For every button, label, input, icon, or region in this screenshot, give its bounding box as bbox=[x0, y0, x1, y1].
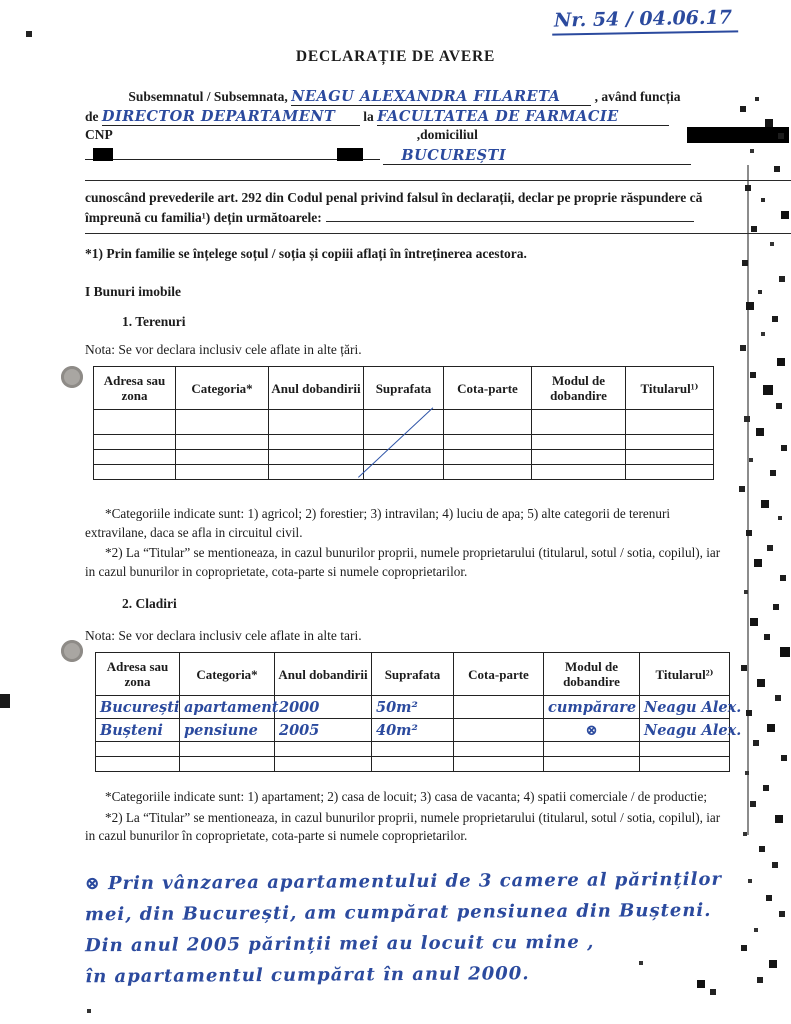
address-blank bbox=[85, 159, 380, 160]
avand-functia-label: , având funcția bbox=[594, 89, 681, 104]
table-cell bbox=[640, 757, 730, 772]
table-cell bbox=[364, 435, 444, 450]
terenuri-footnotes bbox=[85, 505, 733, 583]
table-cell bbox=[94, 465, 176, 480]
table-cell: 40m² bbox=[372, 719, 454, 742]
table-cell bbox=[454, 742, 544, 757]
table-row bbox=[94, 450, 714, 465]
table-cell bbox=[454, 696, 544, 719]
table-cell bbox=[96, 757, 180, 772]
de-label: de bbox=[85, 108, 99, 124]
table-cell bbox=[626, 410, 714, 435]
table-cell: Neagu Alex. bbox=[640, 719, 730, 742]
section-title-bunuri-imobile: I Bunuri imobile bbox=[85, 284, 182, 299]
table-row bbox=[96, 719, 730, 742]
subsemnatul-label: Subsemnatul / Subsemnata, bbox=[128, 89, 288, 104]
cnp-redaction-box bbox=[687, 127, 789, 143]
declarant-name-handwritten: NEAGU ALEXANDRA FILARETA bbox=[291, 88, 561, 105]
table-cell bbox=[94, 450, 176, 465]
column-header: Suprafata bbox=[364, 367, 444, 410]
blank-line bbox=[326, 209, 694, 222]
address-redaction-mark bbox=[337, 148, 363, 161]
footnote-categories-cladiri: *Categoriile indicate sunt: 1) apartament; 2) casa de locuit; 3) casa de vacanta; 4) spatii comerciale / de productie; bbox=[105, 789, 707, 804]
table-cell: Bușteni bbox=[96, 719, 180, 742]
handwritten-note-line: Din anul 2005 părinții mei au locuit cu mine , bbox=[85, 931, 595, 957]
table-cell bbox=[364, 450, 444, 465]
footnote-titular-terenuri: *2) La “Titular” se mentioneaza, in cazul bunurilor proprii, numele proprietarului (titularul, sotul / sotia, copilul), iar in cazul bunurilor in coproprietate, cota-parte si numele coproprietarilor. bbox=[85, 545, 721, 579]
handwritten-note-line: mei, din București, am cumpărat pensiunea din Bușteni. bbox=[84, 899, 712, 926]
intro-line-4 bbox=[85, 147, 757, 167]
cladiri-table bbox=[95, 652, 742, 772]
intro-block bbox=[85, 88, 757, 166]
column-header: Titularul¹⁾ bbox=[626, 367, 714, 410]
column-header: Categoria* bbox=[180, 653, 275, 696]
terenuri-header-row bbox=[94, 367, 714, 410]
table-cell bbox=[532, 465, 626, 480]
table-cell bbox=[444, 465, 532, 480]
handwritten-explanation-note bbox=[85, 864, 736, 993]
table-cell bbox=[532, 410, 626, 435]
la-label: la bbox=[363, 108, 374, 124]
column-header: Titularul²⁾ bbox=[640, 653, 730, 696]
handwritten-note-line: în apartamentul cumpărat în anul 2000. bbox=[85, 963, 530, 988]
terenuri-table bbox=[93, 366, 714, 480]
column-header: Modul de dobandire bbox=[532, 367, 626, 410]
table-cell bbox=[275, 757, 372, 772]
column-header: Modul de dobandire bbox=[544, 653, 640, 696]
workplace-handwritten: FACULTATEA DE FARMACIE bbox=[377, 107, 619, 125]
table-row bbox=[94, 410, 714, 435]
table-cell bbox=[176, 450, 269, 465]
table-cell bbox=[372, 742, 454, 757]
table-cell bbox=[454, 719, 544, 742]
intro-line-2 bbox=[85, 108, 757, 128]
table-row bbox=[96, 757, 730, 772]
table-cell: pensiune bbox=[180, 719, 275, 742]
table-cell bbox=[275, 742, 372, 757]
table-cell bbox=[180, 757, 275, 772]
table-cell bbox=[544, 742, 640, 757]
registration-number-handwritten: Nr. 54 / 04.06.17 bbox=[552, 6, 738, 35]
table-cell bbox=[269, 450, 364, 465]
table-cell: ⊗ bbox=[544, 719, 640, 742]
intro-line-3 bbox=[85, 127, 757, 147]
declaration-text: cunoscând prevederile art. 292 din Codul penal privind falsul în declarații, declar pe proprie răspundere că împreună cu familia¹) dețin următoarele: bbox=[85, 190, 703, 225]
table-cell: 2000 bbox=[275, 696, 372, 719]
table-cell bbox=[544, 757, 640, 772]
table-cell bbox=[94, 435, 176, 450]
note-cladiri: Nota: Se vor declara inclusiv cele aflate in alte tari. bbox=[85, 628, 362, 643]
table-cell bbox=[364, 410, 444, 435]
handwritten-note-line: ⊗ Prin vânzarea apartamentului de 3 camere al părinților bbox=[84, 868, 722, 895]
column-header: Suprafata bbox=[372, 653, 454, 696]
document-title: DECLARAȚIE DE AVERE bbox=[295, 48, 496, 65]
column-header: Categoria* bbox=[176, 367, 269, 410]
intro-line-1 bbox=[85, 88, 757, 108]
column-header: Cota-parte bbox=[454, 653, 544, 696]
table-cell bbox=[626, 465, 714, 480]
table-cell bbox=[532, 435, 626, 450]
table-cell bbox=[269, 465, 364, 480]
subsection-title-cladiri: 2. Cladiri bbox=[122, 596, 177, 611]
column-header: Anul dobandirii bbox=[275, 653, 372, 696]
footnote-titular-cladiri: *2) La “Titular” se mentioneaza, in cazul bunurilor proprii, numele proprietarului (titularul, sotul / sotia, copilul), iar in cazul bunurilor în coproprietate, cota-parte si numele coproprietarilor. bbox=[85, 809, 721, 843]
city-handwritten: BUCUREȘTI bbox=[401, 146, 507, 164]
footnote-categories-terenuri: *Categoriile indicate sunt: 1) agricol; 2) forestier; 3) intravilan; 4) luciu de apa; 5) alte categorii de terenuri extravilane, daca se afla in circuitul civil. bbox=[85, 506, 671, 540]
table-row bbox=[96, 742, 730, 757]
subsection-title-terenuri: 1. Terenuri bbox=[122, 314, 186, 329]
declaration-paragraph bbox=[85, 188, 757, 227]
hole-punch-mark bbox=[61, 366, 83, 388]
table-cell: Neagu Alex. bbox=[640, 696, 730, 719]
table-cell bbox=[176, 465, 269, 480]
family-definition-footnote: *1) Prin familie se înțelege soțul / soția și copiii aflați în întreținerea acestora. bbox=[85, 246, 527, 261]
table-cell: București bbox=[96, 696, 180, 719]
table-cell bbox=[269, 410, 364, 435]
table-row bbox=[94, 435, 714, 450]
scan-noise bbox=[0, 0, 2, 2]
table-cell bbox=[626, 450, 714, 465]
function-handwritten: DIRECTOR DEPARTAMENT bbox=[101, 107, 336, 125]
table-cell bbox=[180, 742, 275, 757]
table-cell bbox=[444, 450, 532, 465]
table-cell bbox=[364, 465, 444, 480]
scan-fold-line-artifact bbox=[747, 165, 749, 835]
address-redaction-mark bbox=[93, 148, 113, 161]
table-cell bbox=[176, 410, 269, 435]
table-cell bbox=[176, 435, 269, 450]
table-cell bbox=[626, 435, 714, 450]
table-cell bbox=[640, 742, 730, 757]
horizontal-rule bbox=[85, 180, 791, 181]
table-cell bbox=[454, 757, 544, 772]
table-cell: 2005 bbox=[275, 719, 372, 742]
table-cell bbox=[444, 435, 532, 450]
domiciliul-label: ,domiciliul bbox=[416, 127, 478, 142]
horizontal-rule bbox=[85, 233, 791, 234]
table-cell bbox=[444, 410, 532, 435]
column-header: Cota-parte bbox=[444, 367, 532, 410]
table-row bbox=[94, 465, 714, 480]
cnp-label: CNP bbox=[85, 127, 112, 142]
table-cell bbox=[269, 435, 364, 450]
table-cell bbox=[96, 742, 180, 757]
column-header: Anul dobandirii bbox=[269, 367, 364, 410]
hole-punch-mark bbox=[61, 640, 83, 662]
table-row bbox=[96, 696, 730, 719]
table-cell bbox=[372, 757, 454, 772]
column-header: Adresa sau zona bbox=[94, 367, 176, 410]
table-cell: 50m² bbox=[372, 696, 454, 719]
cladiri-footnotes bbox=[85, 788, 733, 848]
table-cell bbox=[532, 450, 626, 465]
table-cell: apartament bbox=[180, 696, 275, 719]
table-cell bbox=[94, 410, 176, 435]
table-cell: cumpărare bbox=[544, 696, 640, 719]
note-terenuri: Nota: Se vor declara inclusiv cele aflate in alte țări. bbox=[85, 342, 362, 357]
cladiri-header-row bbox=[96, 653, 730, 696]
column-header: Adresa sau zona bbox=[96, 653, 180, 696]
